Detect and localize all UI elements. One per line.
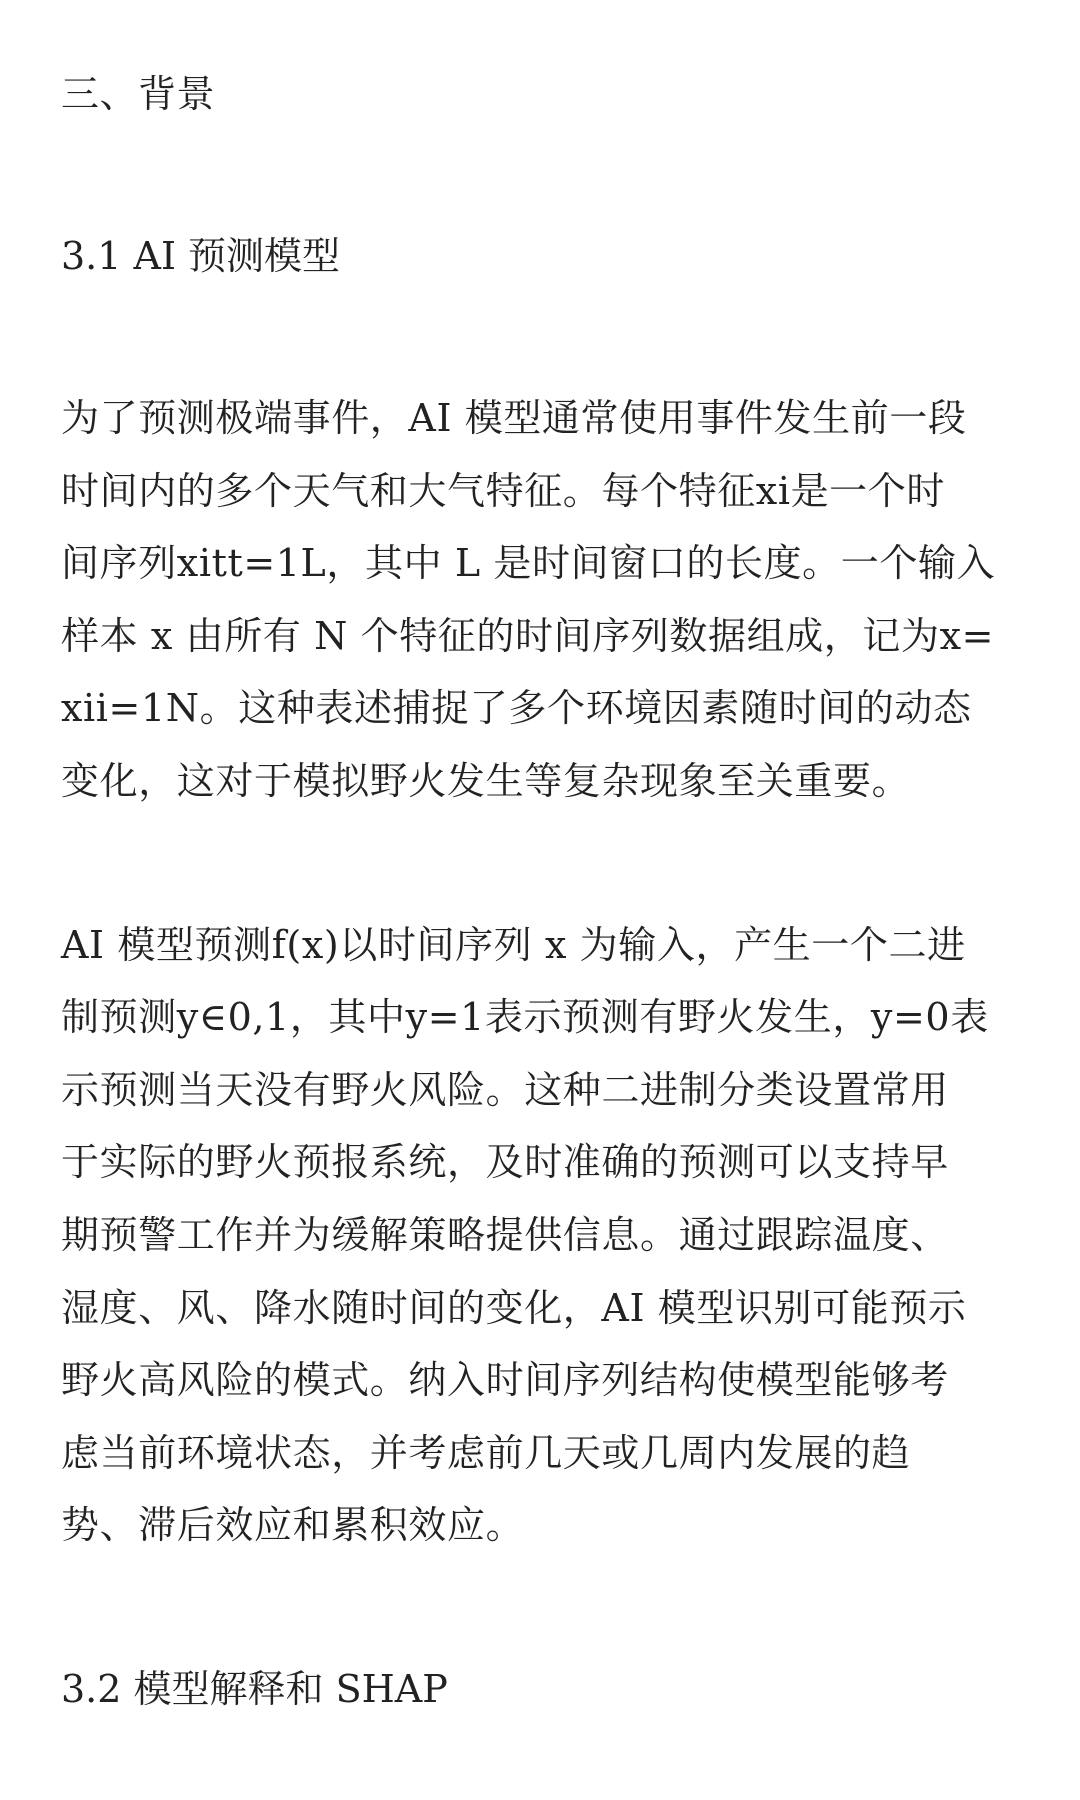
text-line: 间序列xitt=1L，其中 L 是时间窗口的长度。一个输入 (61, 541, 996, 586)
text-line: 示预测当天没有野火风险。这种二进制分类设置常用 (61, 1067, 949, 1112)
text-line: 变化，这对于模拟野火发生等复杂现象至关重要。 (61, 758, 911, 803)
text-line: 势、滞后效应和累积效应。 (61, 1503, 525, 1548)
text-line: 时间内的多个天气和大气特征。每个特征xi是一个时 (61, 468, 945, 513)
text-line: 虑当前环境状态，并考虑前几天或几周内发展的趋 (61, 1430, 911, 1475)
text-line: 于实际的野火预报系统，及时准确的预测可以支持早 (61, 1140, 949, 1185)
spacer (61, 1562, 1020, 1653)
spacer (61, 818, 1020, 909)
text-line: 期预警工作并为缓解策略提供信息。通过跟踪温度、 (61, 1212, 949, 1257)
subsection-heading-3-2: 3.2 模型解释和 SHAP (61, 1666, 448, 1711)
paragraph-ai-models-input (61, 382, 1021, 818)
subsection-heading-3-1: 3.1 AI 预测模型 (61, 234, 341, 278)
text-line: 为了预测极端事件，AI 模型通常使用事件发生前一段 (61, 396, 967, 440)
spacer (61, 292, 1020, 382)
text-line: 样本 x 由所有 N 个特征的时间序列数据组成，记为x= (61, 613, 995, 658)
text-line: 野火高风险的模式。纳入时间序列结构使模型能够考 (61, 1358, 949, 1403)
text-line: 湿度、风、降水随时间的变化，AI 模型识别可能预示 (61, 1285, 967, 1330)
spacer (61, 130, 1020, 220)
paragraph-binary-prediction (61, 909, 1021, 1562)
section-heading: 三、背景 (61, 72, 216, 116)
text-line: xii=1N。这种表述捕捉了多个环境因素随时间的动态 (61, 686, 972, 731)
text-line: 制预测y∈0,1，其中y=1表示预测有野火发生，y=0表 (61, 995, 989, 1040)
text-line: AI 模型预测f(x)以时间序列 x 为输入，产生一个二进 (61, 922, 966, 967)
